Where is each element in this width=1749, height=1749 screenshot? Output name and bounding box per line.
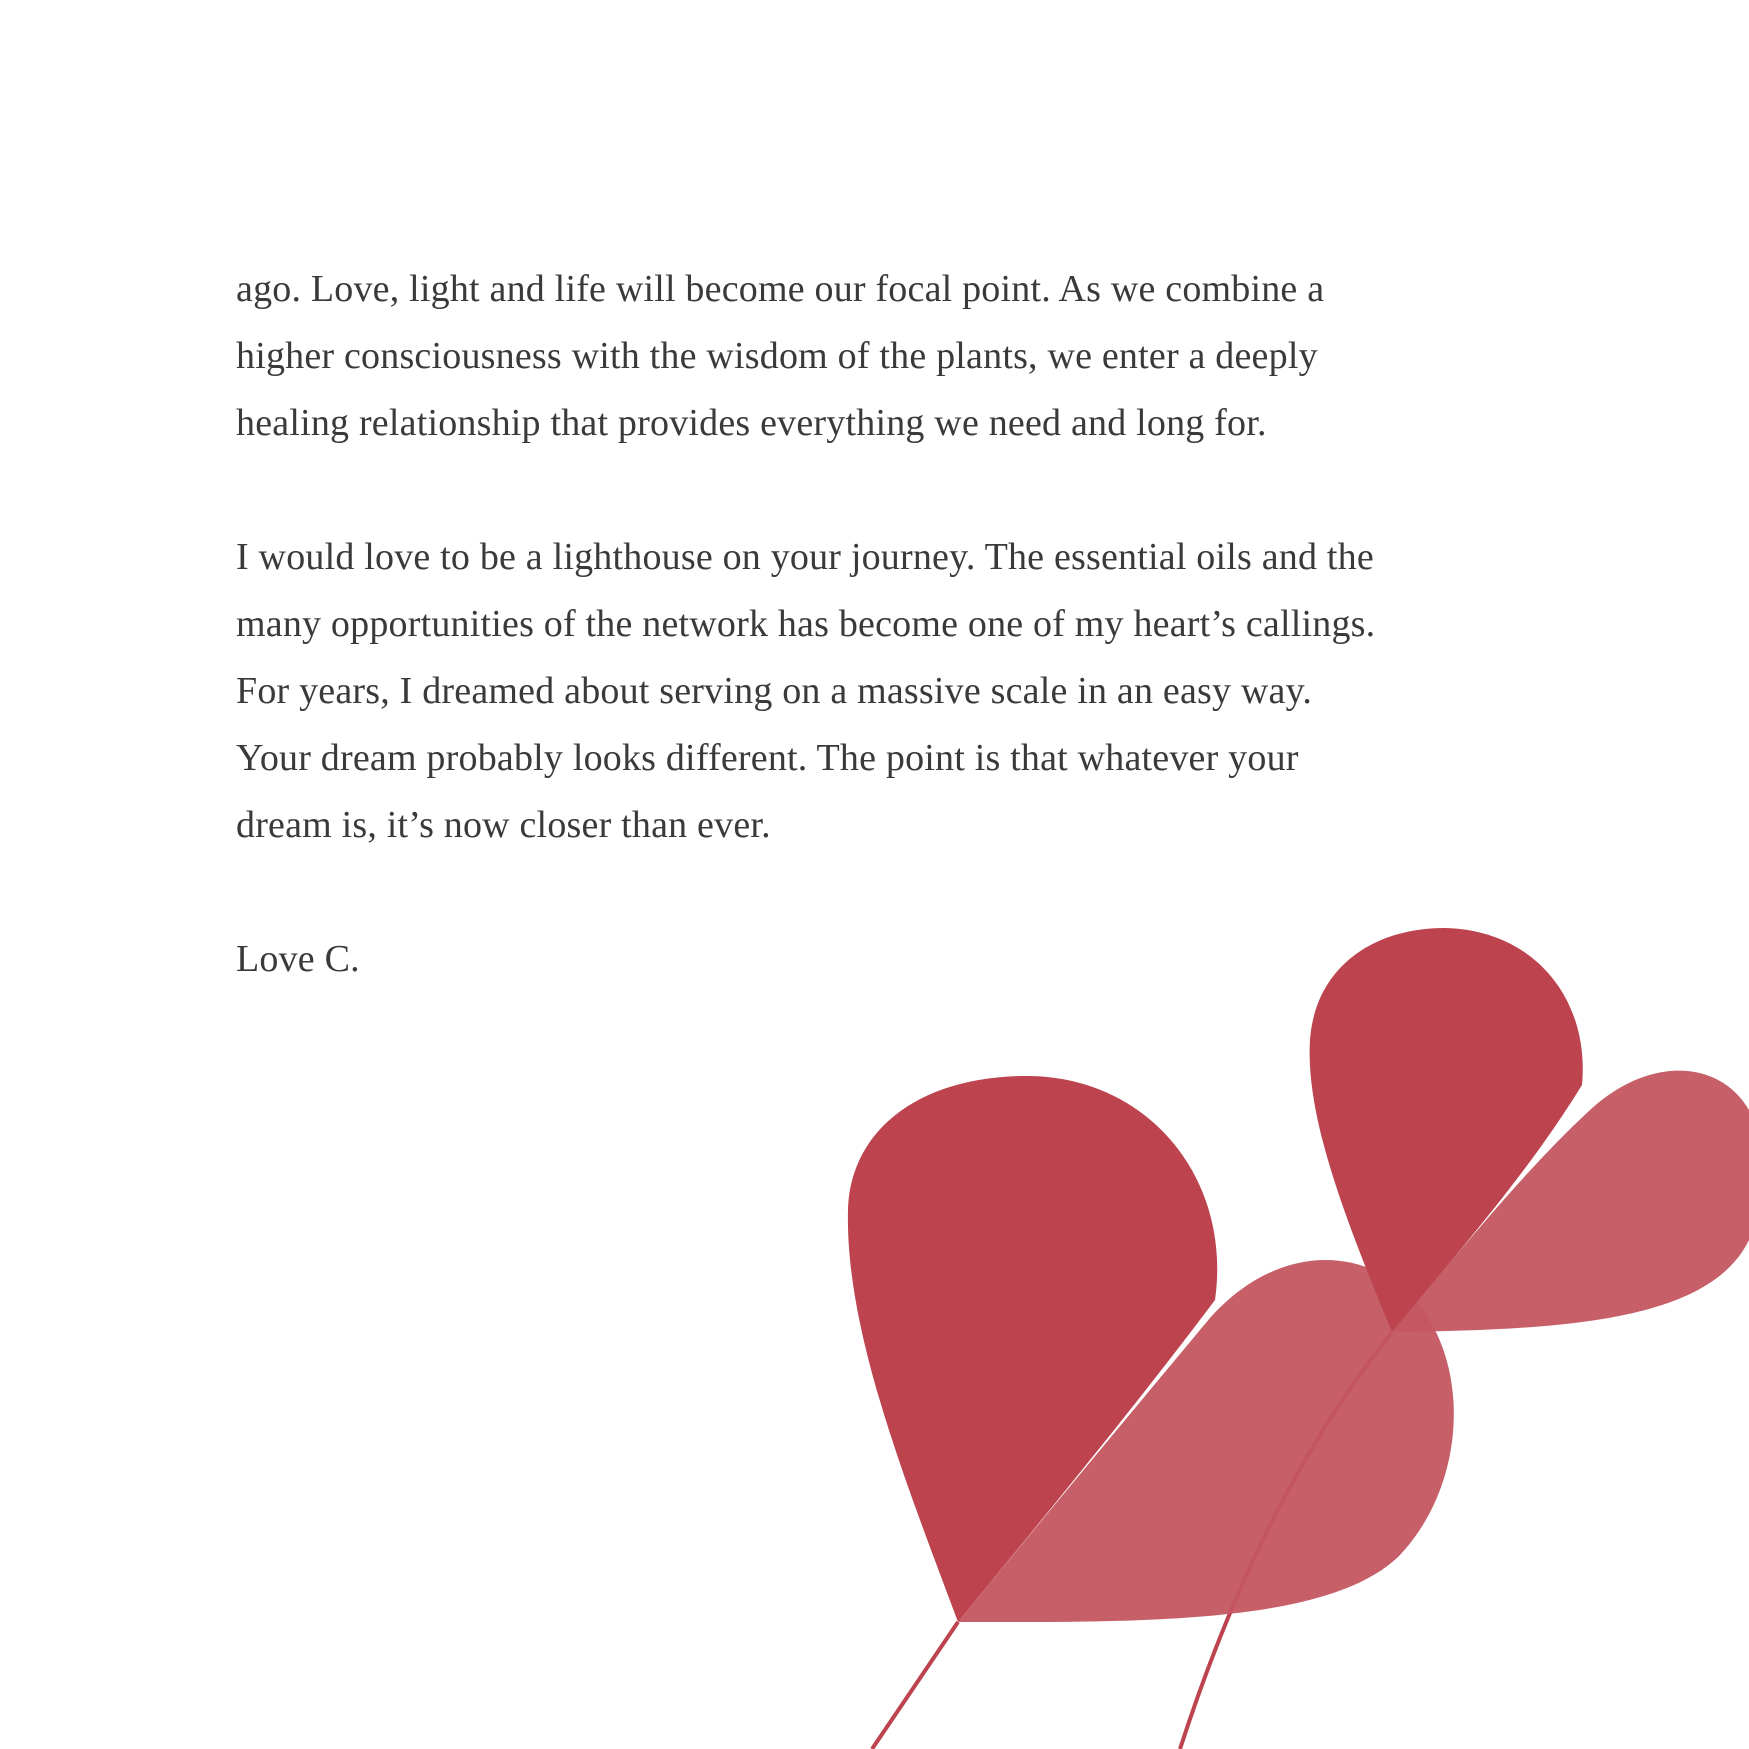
paragraph-line: For years, I dreamed about serving on a massive scale in an easy way. — [236, 670, 1313, 712]
letter-body — [236, 256, 1576, 993]
heart-left-lobe — [848, 1076, 1217, 1622]
paragraph-line: Your dream probably looks different. The point is that whatever your — [236, 737, 1299, 779]
paragraph-line: healing relationship that provides everything we need and long for. — [236, 402, 1267, 444]
heart-right-lobe — [1392, 1071, 1749, 1332]
paragraph-1 — [236, 256, 1576, 457]
paragraph-line: ago. Love, light and life will become our focal point. As we combine a — [236, 268, 1325, 310]
balloon-string — [1180, 1332, 1392, 1749]
paragraph-line: many opportunities of the network has become one of my heart’s callings. — [236, 603, 1376, 645]
signature: Love C. — [236, 938, 360, 980]
paragraph-line: dream is, it’s now closer than ever. — [236, 804, 771, 846]
balloon-string — [872, 1622, 958, 1749]
paragraph-2 — [236, 524, 1576, 859]
heart-right-lobe — [958, 1260, 1454, 1622]
paragraph-line: I would love to be a lighthouse on your journey. The essential oils and the — [236, 536, 1374, 578]
paragraph-line: higher consciousness with the wisdom of the plants, we enter a deeply — [236, 335, 1318, 377]
